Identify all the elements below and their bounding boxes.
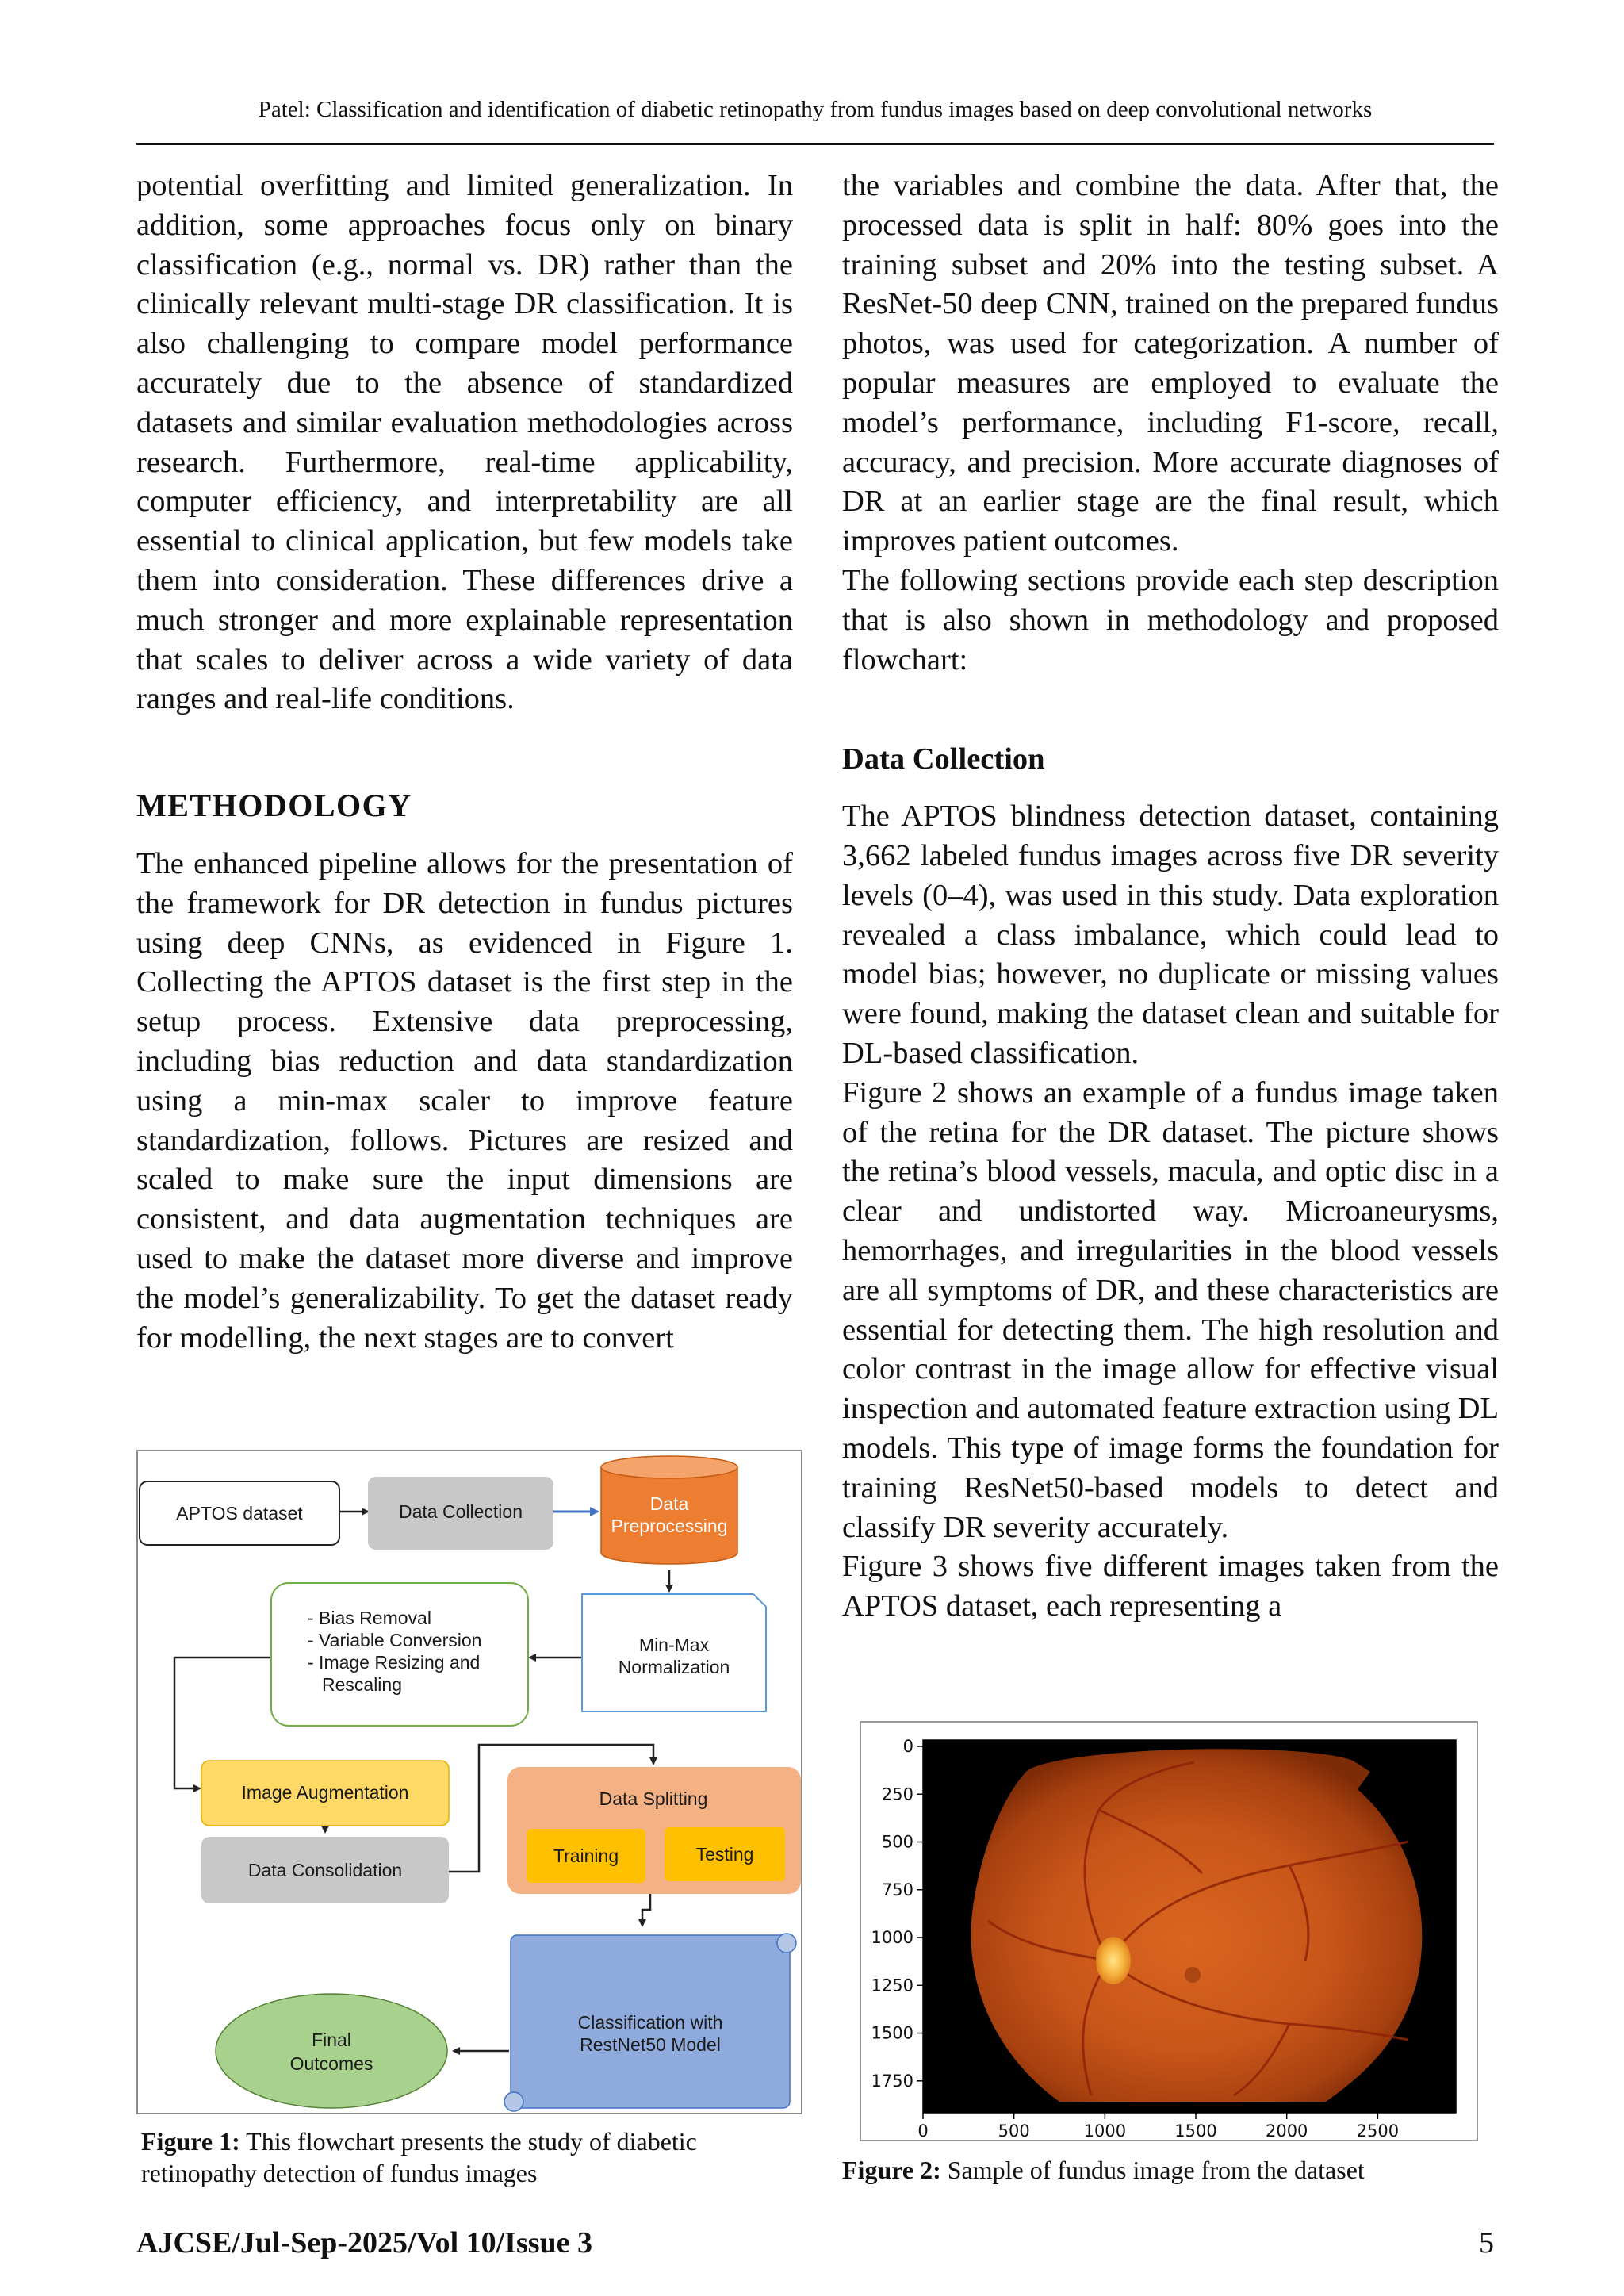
figure-1-flowchart	[136, 1450, 802, 2114]
y-tick-label: 1000	[871, 1928, 914, 1948]
node-final-outcomes	[216, 1994, 447, 2108]
figure-2-caption-label: Figure 2:	[842, 2156, 941, 2184]
node-image-augmentation-label: Image Augmentation	[241, 1782, 409, 1803]
x-tick-label: 2000	[1265, 2122, 1308, 2140]
right-column	[842, 167, 1499, 1627]
paragraph-figure3: Figure 3 shows five different images taken from the APTOS dataset, each representing a	[842, 1550, 1499, 1623]
x-tick-label: 1500	[1174, 2122, 1217, 2140]
footer-journal: AJCSE/Jul-Sep-2025/Vol 10/Issue 3	[136, 2226, 593, 2260]
running-header: Patel: Classification and identification of diabetic retinopathy from fundus images based on deep convolutional networks	[258, 97, 1373, 122]
node-training-label: Training	[553, 1846, 619, 1866]
node-preprocessing-steps-line-2: - Variable Conversion	[308, 1630, 482, 1650]
node-min-max-label-2: Normalization	[618, 1657, 730, 1677]
node-data-collection-label: Data Collection	[399, 1501, 523, 1522]
paragraph-continued-left: potential overfitting and limited generalization. In addition, some approaches focus only on binary classification (e.g., normal vs. DR) rather than the clinically relevant multi-stage DR classification. It is also challenging to compare model performance accurately due to the absence of standardized datasets and similar evaluation methodologies across research. Furthermore, real-time applicability, computer efficiency, and interpretability are all essential to clinical application, but few models take them into consideration. These differences drive a much stronger and more explainable representation that scales to deliver across a wide variety of data ranges and real-life conditions.	[136, 169, 793, 716]
node-testing-label: Testing	[695, 1844, 754, 1865]
x-tick-label: 0	[917, 2122, 929, 2140]
figure-2-fundus-plot	[860, 1721, 1478, 2141]
y-tick-label: 1250	[871, 1976, 914, 1995]
x-tick-label: 500	[998, 2122, 1030, 2140]
node-final-outcomes-label-1: Final	[312, 2030, 351, 2050]
page-number: 5	[1479, 2226, 1494, 2260]
figure-1-caption-text: This flowchart presents the study of diabetic retinopathy detection of fundus images	[141, 2127, 697, 2187]
x-tick-label: 1000	[1083, 2122, 1127, 2140]
x-axis-ticks	[917, 2113, 1399, 2140]
node-data-preprocessing-label-2: Preprocessing	[611, 1516, 728, 1536]
figure-1-caption	[141, 2125, 807, 2189]
paragraph-continued-right: the variables and combine the data. After that, the processed data is split in half: 80% goes into the training subset and 20% into the testing subset. A ResNet-50 deep CNN, trained on the prepared fundus photos, was used for categorization. A number of popular measures are employed to evaluate the model’s performance, including F1-score, recall, accuracy, and precision. More accurate diagnoses of DR at an earlier stage are the final result, which improves patient outcomes.	[842, 169, 1499, 558]
y-tick-label: 1500	[871, 2023, 914, 2043]
section-heading-data-collection: Data Collection	[842, 742, 1045, 776]
y-axis-ticks	[871, 1737, 923, 2091]
x-tick-label: 2500	[1356, 2122, 1400, 2140]
node-final-outcomes-label-2: Outcomes	[289, 2053, 373, 2074]
node-preprocessing-steps-line-3: - Image Resizing and	[308, 1652, 481, 1673]
y-tick-label: 0	[902, 1737, 914, 1756]
y-tick-label: 500	[881, 1832, 914, 1852]
left-column	[136, 167, 793, 1358]
figure-2-caption	[842, 2154, 1508, 2186]
flowchart-canvas	[138, 1451, 801, 2113]
paragraph-data-collection: The APTOS blindness detection dataset, containing 3,662 labeled fundus images across five DR severity levels (0–4), was used in this study. Data exploration revealed a class imbalance, which could lead to model bias; however, no duplicate or missing values were found, making the dataset clean and suitable for DL-based classification.	[842, 799, 1499, 1070]
macula	[1185, 1967, 1201, 1983]
paragraph-figure2: Figure 2 shows an example of a fundus image taken of the retina for the DR dataset. The picture shows the retina’s blood vessels, macula, and optic disc in a clear and undistorted way. Microaneurysms, hemorrhages, and irregularities in the blood vessels are all symptoms of DR, and these characteristics are essential for detecting them. The high resolution and color contrast in the image allow for effective visual inspection and automated feature extraction using DL models. This type of image forms the foundation for training ResNet50-based models to detect and classify DR severity accurately.	[842, 1075, 1499, 1544]
node-preprocessing-steps-line-4: Rescaling	[322, 1674, 402, 1695]
paragraph-sections: The following sections provide each step description that is also shown in methodology and proposed flowchart:	[842, 563, 1499, 677]
figure-2-caption-text: Sample of fundus image from the dataset	[940, 2156, 1365, 2184]
node-classification-label-2: RestNet50 Model	[580, 2034, 721, 2055]
figure-1-caption-label: Figure 1:	[141, 2127, 240, 2156]
node-aptos-dataset-label: APTOS dataset	[176, 1503, 303, 1524]
header-rule	[136, 143, 1494, 145]
y-tick-label: 250	[881, 1784, 914, 1804]
fundus-retina-image	[971, 1749, 1422, 2102]
y-tick-label: 750	[881, 1880, 914, 1899]
node-data-preprocessing-label-1: Data	[649, 1493, 689, 1514]
paragraph-methodology: The enhanced pipeline allows for the presentation of the framework for DR detection in fundus pictures using deep CNNs, as evidenced in Figure 1. Collecting the APTOS dataset is the first step in the setup process. Extensive data preprocessing, including bias reduction and data standardization using a min-max scaler to improve feature standardization, follows. Pictures are resized and scaled to make sure the input dimensions are consistent, and data augmentation techniques are used to make the dataset more diverse and improve the model’s generalizability. To get the dataset ready for modelling, the next stages are to convert	[136, 846, 793, 1355]
y-tick-label: 1750	[871, 2071, 914, 2091]
node-preprocessing-steps-line-1: - Bias Removal	[308, 1608, 431, 1628]
optic-disc	[1096, 1937, 1131, 1984]
node-data-splitting-label: Data Splitting	[599, 1788, 708, 1809]
node-classification-label-1: Classification with	[577, 2012, 723, 2033]
section-heading-methodology: METHODOLOGY	[136, 788, 412, 824]
fundus-plot-canvas	[861, 1723, 1477, 2140]
node-data-consolidation-label: Data Consolidation	[247, 1860, 403, 1880]
node-min-max-label-1: Min-Max	[638, 1635, 710, 1655]
